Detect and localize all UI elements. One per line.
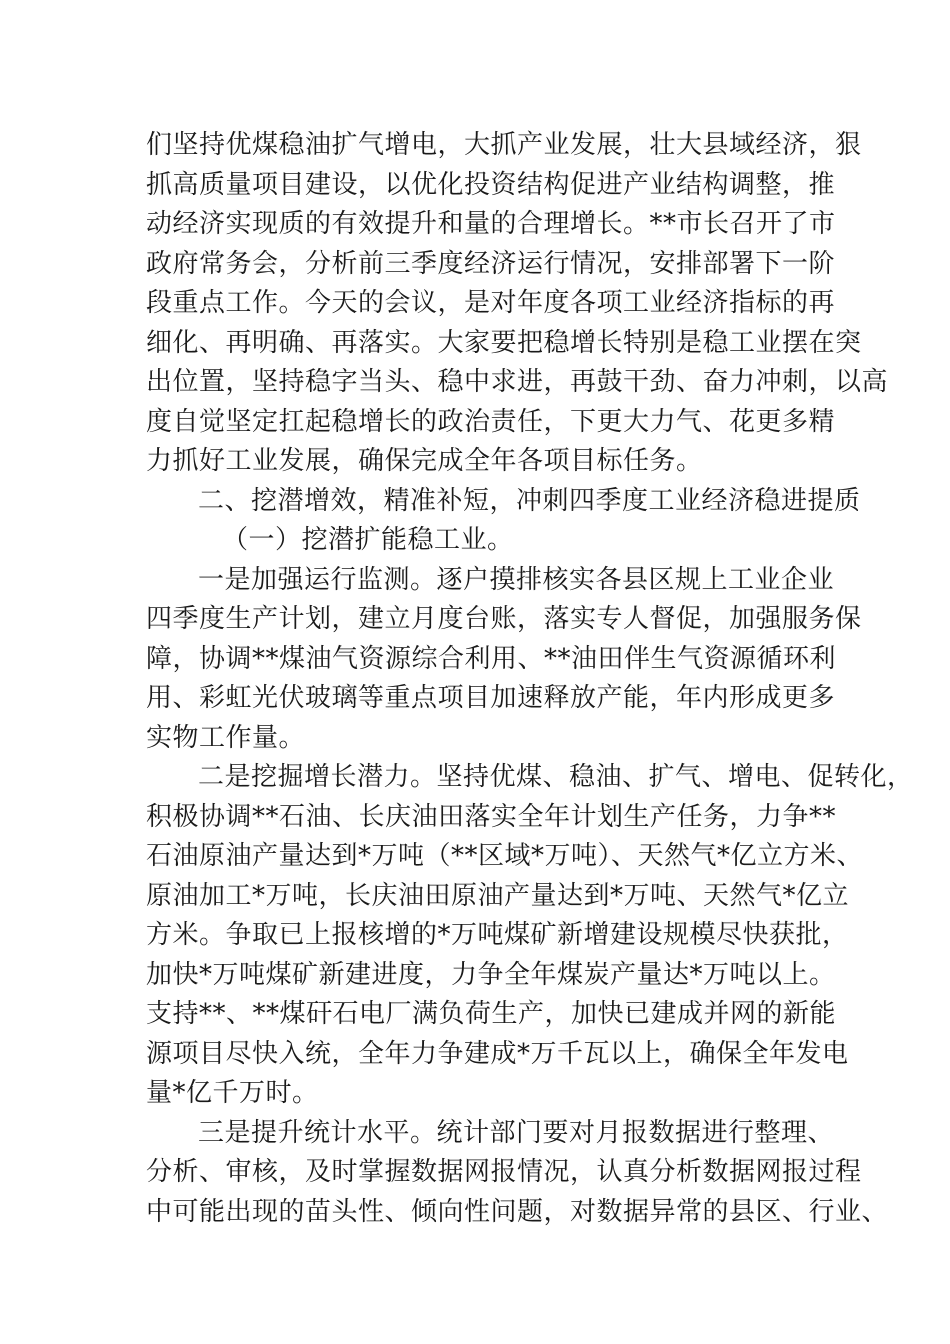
paragraph-first-line: 二是挖掘增长潜力。坚持优煤、稳油、扩气、增电、促转化， — [198, 762, 914, 792]
paragraph-line: 力抓好工业发展，确保完成全年各项目标任务。 — [146, 446, 703, 476]
paragraph-line: 抓高质量项目建设，以优化投资结构促进产业结构调整，推 — [146, 169, 836, 200]
document-body — [146, 126, 914, 1232]
paragraph-line: 实物工作量。 — [146, 722, 306, 753]
paragraph-line: 度自觉坚定扛起稳增长的政治责任，下更大力气、花更多精 — [146, 406, 836, 437]
paragraph-line: 动经济实现质的有效提升和量的合理增长。**市长召开了市 — [146, 209, 836, 239]
paragraph-first-line: 三是提升统计水平。统计部门要对月报数据进行整理、 — [198, 1117, 835, 1148]
paragraph-line: 政府常务会，分析前三季度经济运行情况，安排部署下一阶 — [146, 248, 836, 279]
paragraph-line: 段重点工作。今天的会议，是对年度各项工业经济指标的再 — [146, 288, 836, 318]
paragraph-line: 四季度生产计划，建立月度台账，落实专人督促，加强服务保 — [146, 604, 862, 634]
paragraph-line: 原油加工*万吨，长庆油田原油产量达到*万吨、天然气*亿立 — [146, 880, 850, 911]
subsection-heading: （一）挖潜扩能稳工业。 — [222, 525, 514, 555]
paragraph-line: 用、彩虹光伏玻璃等重点项目加速释放产能，年内形成更多 — [146, 683, 836, 713]
paragraph-line: 石油原油产量达到*万吨（**区域*万吨）、天然气*亿立方米、 — [146, 841, 864, 871]
paragraph-line: 源项目尽快入统，全年力争建成*万千瓦以上，确保全年发电 — [146, 1038, 849, 1069]
paragraph-line: 积极协调**石油、长庆油田落实全年计划生产任务，力争** — [146, 801, 837, 832]
paragraph-line: 支持**、**煤矸石电厂满负荷生产，加快已建成并网的新能 — [146, 999, 837, 1029]
paragraph-line: 加快*万吨煤矿新建进度，力争全年煤炭产量达*万吨以上。 — [146, 959, 836, 990]
paragraph-first-line: 一是加强运行监测。逐户摸排核实各县区规上工业企业 — [198, 564, 835, 595]
paragraph-line: 量*亿千万时。 — [146, 1078, 319, 1108]
paragraph-line: 们坚持优煤稳油扩气增电，大抓产业发展，壮大县域经济，狠 — [146, 130, 862, 160]
paragraph-line: 出位置，坚持稳字当头、稳中求进，再鼓干劲、奋力冲刺，以高 — [146, 367, 889, 397]
paragraph-line: 细化、再明确、再落实。大家要把稳增长特别是稳工业摆在突 — [146, 327, 862, 358]
paragraph-line: 障，协调**煤油气资源综合利用、**油田伴生气资源循环利 — [146, 643, 837, 674]
section-heading: 二、挖潜增效，精准补短，冲刺四季度工业经济稳进提质 — [198, 485, 861, 516]
paragraph-line: 分析、审核，及时掌握数据网报情况，认真分析数据网报过程 — [146, 1157, 862, 1187]
paragraph-line: 方米。争取已上报核增的*万吨煤矿新增建设规模尽快获批， — [146, 920, 849, 950]
paragraph-line: 中可能出现的苗头性、倾向性问题，对数据异常的县区、行业、 — [146, 1196, 889, 1227]
